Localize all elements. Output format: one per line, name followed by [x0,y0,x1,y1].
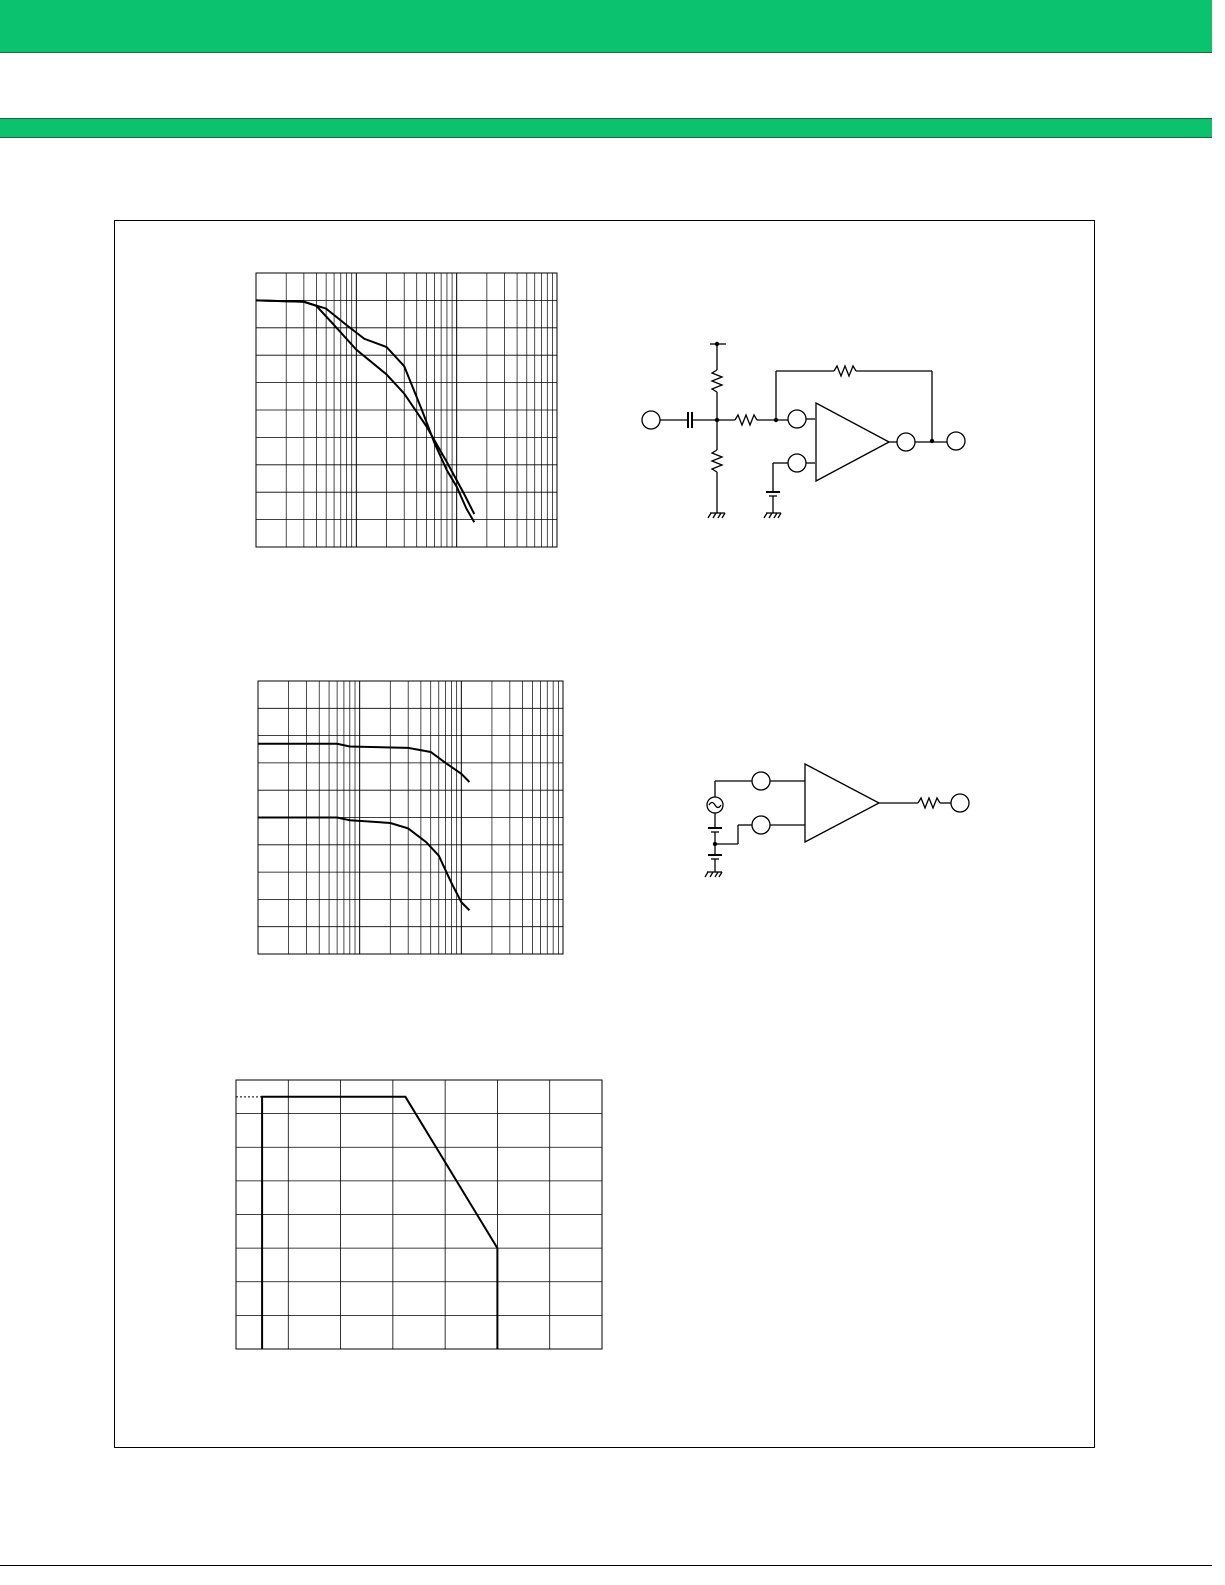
series-line-1 [262,1097,497,1349]
input-terminal [642,411,660,429]
footer-rule [0,1565,1212,1566]
chart-frequency-response-2 [258,681,564,956]
chart-power-derating [236,1080,603,1351]
noninverting-input-terminal [788,454,806,472]
op-amp-symbol-2 [805,764,879,842]
output-terminal [947,432,965,450]
chart-frequency-response-1 [256,273,558,549]
header-color-band [0,0,1212,52]
input-terminal-a [752,772,770,790]
test-circuit-2 [700,760,980,890]
series-line-2 [256,300,474,514]
test-circuit-1 [630,330,980,530]
output-terminal-2 [951,794,969,812]
series-line-2 [258,818,469,911]
input-terminal-b [752,816,770,834]
subheader-color-band [0,118,1212,138]
op-amp-symbol [816,403,889,481]
chart-grid [256,273,557,547]
header-band-edge [0,52,1212,53]
inverting-input-terminal [788,410,806,428]
output-pin-terminal [897,433,915,451]
series-line-1 [256,300,474,522]
